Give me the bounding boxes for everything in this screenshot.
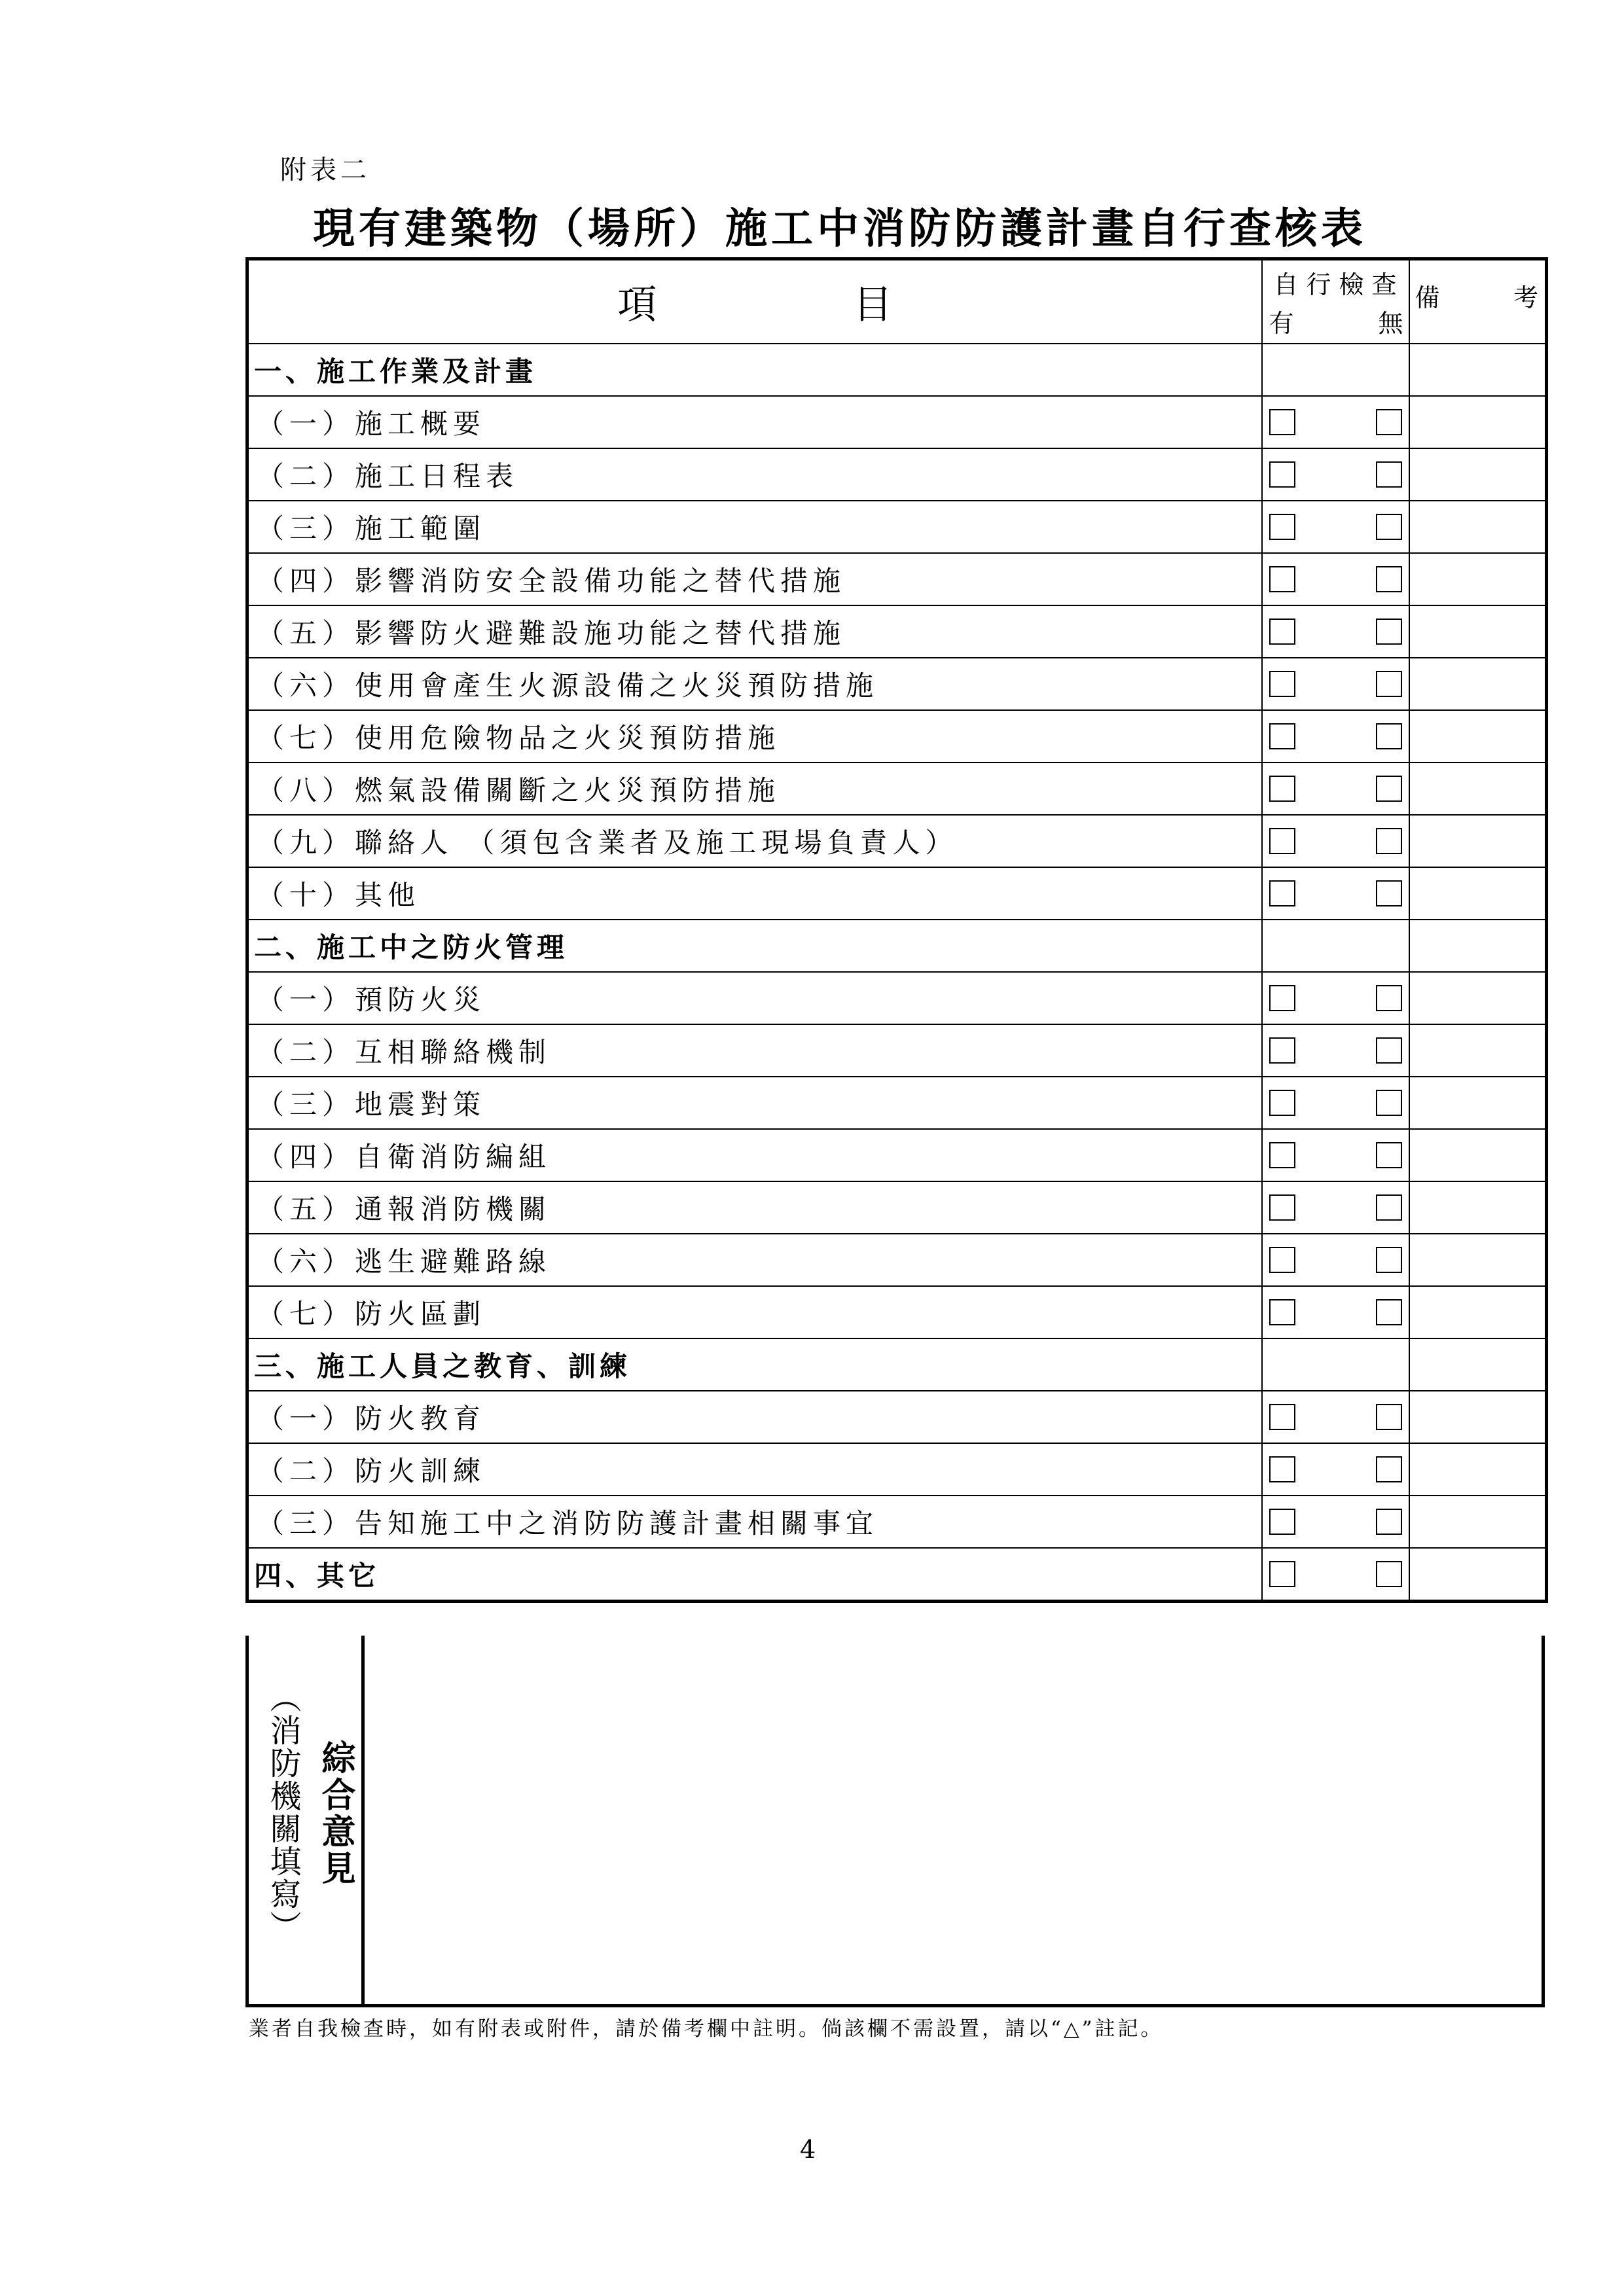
- checkbox-have[interactable]: [1269, 1509, 1295, 1535]
- check-cell: [1262, 1391, 1409, 1443]
- checkbox-have[interactable]: [1269, 880, 1295, 906]
- checkbox-none[interactable]: [1376, 723, 1402, 749]
- section-title: 四、其它: [247, 1548, 1262, 1602]
- checkbox-none[interactable]: [1376, 828, 1402, 854]
- checkbox-have[interactable]: [1269, 1194, 1295, 1221]
- table-row: [247, 1496, 1547, 1548]
- checkbox-have[interactable]: [1269, 671, 1295, 697]
- table-row: [247, 448, 1547, 501]
- checkbox-have[interactable]: [1269, 566, 1295, 592]
- checkbox-have[interactable]: [1269, 1090, 1295, 1116]
- header-item-cell: [247, 259, 1262, 344]
- section-row: [247, 344, 1547, 396]
- checkbox-none[interactable]: [1376, 1142, 1402, 1168]
- item-label: （九）聯絡人 （須包含業者及施工現場負責人）: [247, 815, 1262, 867]
- header-have: 有: [1269, 309, 1294, 338]
- checkbox-have[interactable]: [1269, 619, 1295, 645]
- table-row: [247, 553, 1547, 605]
- remark-cell[interactable]: [1409, 396, 1547, 448]
- remark-cell[interactable]: [1409, 710, 1547, 762]
- general-opinion-block: [245, 1636, 1545, 2007]
- checkbox-none[interactable]: [1376, 1037, 1402, 1064]
- item-label: （六）使用會產生火源設備之火災預防措施: [247, 658, 1262, 710]
- remark-cell[interactable]: [1409, 1391, 1547, 1443]
- remark-cell[interactable]: [1409, 867, 1547, 920]
- checklist-table: [245, 257, 1548, 1603]
- remark-cell[interactable]: [1409, 658, 1547, 710]
- remark-cell[interactable]: [1409, 1338, 1547, 1391]
- check-cell: [1262, 867, 1409, 920]
- item-label: （一）防火教育: [247, 1391, 1262, 1443]
- table-row: [247, 605, 1547, 658]
- check-cell: [1262, 501, 1409, 553]
- item-label: （二）互相聯絡機制: [247, 1024, 1262, 1077]
- item-label: （五）通報消防機關: [247, 1181, 1262, 1234]
- checkbox-have[interactable]: [1269, 1456, 1295, 1482]
- remark-cell[interactable]: [1409, 605, 1547, 658]
- check-cell: [1262, 1129, 1409, 1181]
- remark-cell[interactable]: [1409, 1496, 1547, 1548]
- item-label: （六）逃生避難路線: [247, 1234, 1262, 1286]
- table-row: [247, 396, 1547, 448]
- checkbox-have[interactable]: [1269, 776, 1295, 802]
- remark-cell[interactable]: [1409, 1129, 1547, 1181]
- check-cell: [1262, 972, 1409, 1024]
- item-label: （十）其他: [247, 867, 1262, 920]
- remark-cell[interactable]: [1409, 1443, 1547, 1496]
- header-item-part2: 目: [853, 282, 893, 328]
- remark-cell[interactable]: [1409, 762, 1547, 815]
- check-cell: [1262, 1443, 1409, 1496]
- table-row: [247, 710, 1547, 762]
- table-row: [247, 867, 1547, 920]
- remark-cell[interactable]: [1409, 1548, 1547, 1602]
- opinion-title: 綜合意見: [316, 1740, 355, 1887]
- item-label: （二）防火訓練: [247, 1443, 1262, 1496]
- header-self-check: 自行檢查: [1273, 270, 1405, 299]
- check-cell: [1262, 1234, 1409, 1286]
- checkbox-have[interactable]: [1269, 1037, 1295, 1064]
- table-row: [247, 1391, 1547, 1443]
- remark-cell[interactable]: [1409, 553, 1547, 605]
- remark-cell[interactable]: [1409, 972, 1547, 1024]
- checkbox-none[interactable]: [1376, 514, 1402, 540]
- item-label: （三）地震對策: [247, 1077, 1262, 1129]
- page-number: 4: [800, 2135, 816, 2164]
- checkbox-none[interactable]: [1376, 1561, 1402, 1587]
- remark-cell[interactable]: [1409, 344, 1547, 396]
- checkbox-none[interactable]: [1376, 1247, 1402, 1273]
- check-cell: [1262, 1548, 1409, 1602]
- checkbox-have[interactable]: [1269, 1299, 1295, 1325]
- annex-label: 附表二: [280, 155, 370, 185]
- header-item-part1: 項: [617, 282, 657, 328]
- empty-check-cell: [1262, 344, 1409, 396]
- check-cell: [1262, 553, 1409, 605]
- item-label: （一）施工概要: [247, 396, 1262, 448]
- header-none: 無: [1378, 309, 1403, 338]
- table-row: [247, 1024, 1547, 1077]
- empty-check-cell: [1262, 920, 1409, 972]
- item-label: （七）防火區劃: [247, 1286, 1262, 1338]
- remark-cell[interactable]: [1409, 501, 1547, 553]
- checkbox-have[interactable]: [1269, 723, 1295, 749]
- item-label: （一）預防火災: [247, 972, 1262, 1024]
- item-label: （七）使用危險物品之火災預防措施: [247, 710, 1262, 762]
- section-row: [247, 920, 1547, 972]
- remark-cell[interactable]: [1409, 1181, 1547, 1234]
- remark-cell[interactable]: [1409, 920, 1547, 972]
- table-row: [247, 815, 1547, 867]
- table-row: [247, 1286, 1547, 1338]
- remark-cell[interactable]: [1409, 1024, 1547, 1077]
- table-row: [247, 762, 1547, 815]
- check-cell: [1262, 396, 1409, 448]
- checkbox-none[interactable]: [1376, 1194, 1402, 1221]
- checkbox-none[interactable]: [1376, 985, 1402, 1011]
- section-row: [247, 1548, 1547, 1602]
- remark-cell[interactable]: [1409, 448, 1547, 501]
- remark-cell[interactable]: [1409, 1286, 1547, 1338]
- checkbox-none[interactable]: [1376, 409, 1402, 435]
- checkbox-have[interactable]: [1269, 828, 1295, 854]
- opinion-filler-note: （消防機關填寫）: [264, 1681, 301, 1943]
- document-title: 現有建築物（場所）施工中消防防護計畫自行查核表: [313, 204, 1367, 253]
- table-row: [247, 1077, 1547, 1129]
- checkbox-none[interactable]: [1376, 619, 1402, 645]
- checkbox-have[interactable]: [1269, 1561, 1295, 1587]
- section-title: 三、施工人員之教育、訓練: [247, 1338, 1262, 1391]
- section-title: 二、施工中之防火管理: [247, 920, 1262, 972]
- checkbox-have[interactable]: [1269, 1247, 1295, 1273]
- check-cell: [1262, 710, 1409, 762]
- checkbox-none[interactable]: [1376, 1456, 1402, 1482]
- header-remark-cell: [1409, 259, 1547, 344]
- check-cell: [1262, 762, 1409, 815]
- checkbox-have[interactable]: [1269, 1404, 1295, 1430]
- item-label: （四）自衛消防編組: [247, 1129, 1262, 1181]
- table-row: [247, 1129, 1547, 1181]
- table-row: [247, 658, 1547, 710]
- checkbox-none[interactable]: [1376, 1090, 1402, 1116]
- remark-cell[interactable]: [1409, 815, 1547, 867]
- item-label: （二）施工日程表: [247, 448, 1262, 501]
- check-cell: [1262, 605, 1409, 658]
- table-header-row: [247, 259, 1547, 344]
- checkbox-none[interactable]: [1376, 671, 1402, 697]
- opinion-text-area[interactable]: [365, 1636, 1542, 2004]
- check-cell: [1262, 658, 1409, 710]
- check-cell: [1262, 1077, 1409, 1129]
- item-label: （三）告知施工中之消防防護計畫相關事宜: [247, 1496, 1262, 1548]
- section-row: [247, 1338, 1547, 1391]
- checkbox-have[interactable]: [1269, 461, 1295, 488]
- checkbox-have[interactable]: [1269, 985, 1295, 1011]
- footnote: 業者自我檢查時，如有附表或附件，請於備考欄中註明。倘該欄不需設置，請以“△”註記。: [249, 2017, 1164, 2041]
- check-cell: [1262, 1024, 1409, 1077]
- check-cell: [1262, 815, 1409, 867]
- remark-cell[interactable]: [1409, 1234, 1547, 1286]
- item-label: （五）影響防火避難設施功能之替代措施: [247, 605, 1262, 658]
- header-self-check-cell: [1262, 259, 1409, 344]
- checkbox-have[interactable]: [1269, 409, 1295, 435]
- item-label: （四）影響消防安全設備功能之替代措施: [247, 553, 1262, 605]
- table-row: [247, 1181, 1547, 1234]
- empty-check-cell: [1262, 1338, 1409, 1391]
- item-label: （三）施工範圍: [247, 501, 1262, 553]
- check-cell: [1262, 1496, 1409, 1548]
- check-cell: [1262, 1181, 1409, 1234]
- check-cell: [1262, 448, 1409, 501]
- checkbox-have[interactable]: [1269, 514, 1295, 540]
- item-label: （八）燃氣設備關斷之火災預防措施: [247, 762, 1262, 815]
- opinion-label-column: [249, 1636, 365, 2004]
- remark-cell[interactable]: [1409, 1077, 1547, 1129]
- table-row: [247, 972, 1547, 1024]
- table-row: [247, 1443, 1547, 1496]
- table-row: [247, 501, 1547, 553]
- check-cell: [1262, 1286, 1409, 1338]
- checkbox-none[interactable]: [1376, 1404, 1402, 1430]
- checkbox-none[interactable]: [1376, 461, 1402, 488]
- checkbox-have[interactable]: [1269, 1142, 1295, 1168]
- checkbox-none[interactable]: [1376, 1509, 1402, 1535]
- section-title: 一、施工作業及計畫: [247, 344, 1262, 396]
- table-row: [247, 1234, 1547, 1286]
- checkbox-none[interactable]: [1376, 776, 1402, 802]
- checkbox-none[interactable]: [1376, 566, 1402, 592]
- header-remark-part1: 備: [1415, 283, 1440, 312]
- checkbox-none[interactable]: [1376, 1299, 1402, 1325]
- header-remark-part2: 考: [1513, 283, 1538, 312]
- checkbox-none[interactable]: [1376, 880, 1402, 906]
